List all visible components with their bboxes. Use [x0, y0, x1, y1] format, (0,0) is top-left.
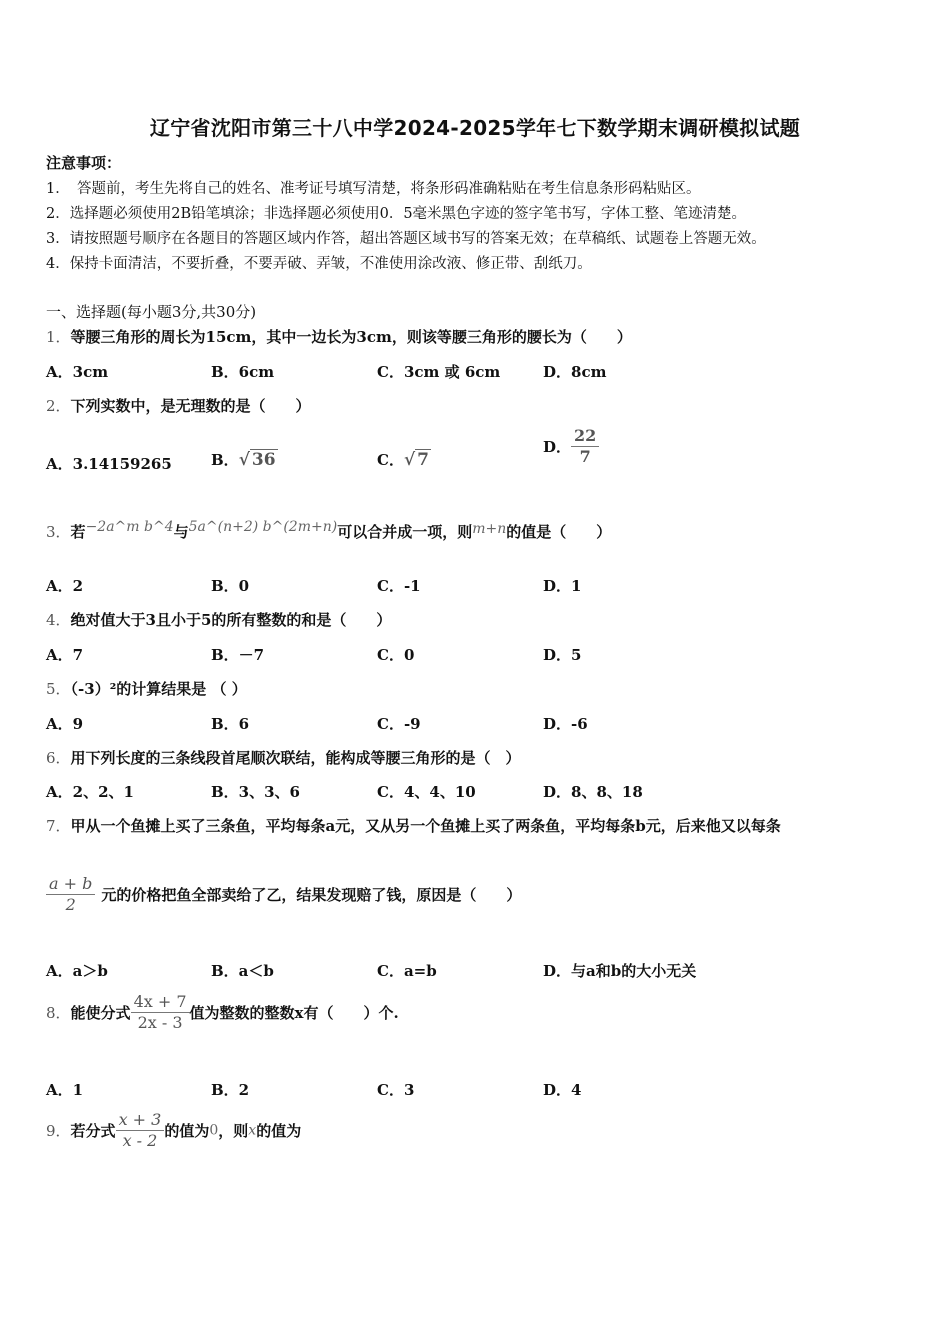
stem-text: 值为整数的整数x有（ ）个. — [189, 1004, 399, 1022]
stem-text: ，则 — [218, 1122, 249, 1140]
math-expression: x — [248, 1122, 257, 1139]
notice-heading: 注意事项： — [46, 154, 122, 172]
denominator: 2 — [46, 894, 95, 915]
question-stem: （-3）²的计算结果是 （ ） — [70, 680, 247, 698]
option-c — [377, 449, 431, 470]
question-stem: 绝对值大于3且小于5的所有整数的和是（ ） — [70, 611, 392, 629]
numerator: 22 — [574, 426, 597, 445]
option-d — [543, 426, 599, 467]
stem-text: 的值为 — [164, 1122, 210, 1140]
stem-text: 能使分式 — [70, 1004, 131, 1022]
question-number: 7． — [46, 817, 71, 835]
option-c: C．a=b — [377, 962, 437, 980]
option-a: A．3cm — [46, 363, 109, 381]
option-b: B．a＜b — [211, 962, 274, 980]
question-7-continued — [46, 874, 521, 915]
fraction — [571, 426, 599, 467]
option-a: A．1 — [46, 1081, 84, 1099]
math-expression: −2a^m b^4 — [85, 519, 174, 535]
option-c: C．0 — [377, 646, 415, 664]
stem-text: 若 — [70, 523, 86, 541]
option-a: A．2 — [46, 577, 84, 595]
question-number: 5． — [46, 680, 71, 698]
fraction — [46, 874, 95, 915]
option-c: C．-9 — [377, 715, 421, 733]
fraction — [116, 1110, 165, 1151]
option-d: D．5 — [543, 646, 582, 664]
option-b: B．2 — [211, 1081, 250, 1099]
question-stem: 下列实数中，是无理数的是（ ） — [70, 397, 311, 415]
stem-text: 的值为 — [256, 1122, 302, 1140]
option-d: D．与a和b的大小无关 — [543, 962, 697, 980]
question-7 — [46, 815, 781, 836]
denominator: 7 — [571, 446, 599, 467]
notice-item: 3．请按照题号顺序在各题目的答题区域内作答，超出答题区域书写的答案无效；在草稿纸、试题卷上答题无效。 — [46, 231, 766, 247]
sqrt-expression: √ 36 — [238, 450, 276, 470]
question-number: 8． — [46, 1004, 71, 1022]
fraction — [131, 992, 190, 1033]
notice-item: 2．选择题必须使用2B铅笔填涂；非选择题必须使用0．5毫米黑色字迹的签字笔书写，字体工整、笔迹清楚。 — [46, 206, 747, 222]
option-b: B．－7 — [211, 646, 265, 664]
option-b — [211, 449, 278, 470]
option-b: B．6cm — [211, 363, 275, 381]
option-d: D．8、8、18 — [543, 783, 643, 801]
numerator: 4x + 7 — [133, 992, 187, 1011]
option-d: D．8cm — [543, 363, 607, 381]
question-number: 1． — [46, 328, 71, 346]
question-4 — [46, 609, 391, 630]
question-stem: 用下列长度的三条线段首尾顺次联结，能构成等腰三角形的是（ ） — [70, 749, 521, 767]
option-a: A．7 — [46, 646, 84, 664]
question-8 — [46, 992, 399, 1033]
option-a: A．3.14159265 — [46, 455, 172, 473]
stem-text: 若分式 — [70, 1122, 116, 1140]
question-number: 2． — [46, 397, 71, 415]
option-d: D．1 — [543, 577, 582, 595]
denominator: 2x - 3 — [131, 1012, 190, 1033]
question-1 — [46, 326, 632, 347]
option-c: C．3 — [377, 1081, 415, 1099]
math-expression: m+n — [472, 521, 507, 537]
denominator: x - 2 — [116, 1130, 165, 1151]
option-label: C． — [377, 451, 404, 469]
option-b: B．3、3、6 — [211, 783, 300, 801]
question-stem: 甲从一个鱼摊上买了三条鱼，平均每条a元，又从另一个鱼摊上买了两条鱼，平均每条b元，后来他又以每条 — [70, 817, 781, 835]
stem-text: 与 — [173, 523, 189, 541]
question-stem: 元的价格把鱼全部卖给了乙，结果发现赔了钱，原因是（ ） — [101, 886, 522, 904]
stem-text: 可以合并成一项，则 — [337, 523, 473, 541]
stem-text: 的值是（ ） — [506, 523, 612, 541]
notice-item: 4．保持卡面清洁，不要折叠，不要弄破、弄皱，不准使用涂改液、修正带、刮纸刀。 — [46, 256, 592, 272]
numerator: x + 3 — [118, 1110, 162, 1129]
question-number: 3． — [46, 523, 71, 541]
page-title: 辽宁省沈阳市第三十八中学2024-2025学年七下数学期末调研模拟试题 — [149, 116, 801, 140]
sqrt-expression: √ 7 — [403, 450, 429, 470]
option-d: D．-6 — [543, 715, 588, 733]
question-number: 4． — [46, 611, 71, 629]
option-label: B． — [211, 451, 239, 469]
question-2 — [46, 395, 311, 416]
question-9 — [46, 1110, 301, 1151]
option-label: D． — [543, 438, 572, 456]
option-a: A．2、2、1 — [46, 783, 134, 801]
option-c: C．3cm 或 6cm — [377, 363, 501, 381]
option-a: A．a＞b — [46, 962, 108, 980]
question-stem: 等腰三角形的周长为15cm，其中一边长为3cm，则该等腰三角形的腰长为（ ） — [70, 328, 632, 346]
option-a: A．9 — [46, 715, 84, 733]
notice-item: 1． 答题前，考生先将自己的姓名、准考证号填写清楚，将条形码准确粘贴在考生信息条形码粘贴区。 — [46, 181, 701, 197]
math-expression: 5a^(n+2) b^(2m+n) — [188, 519, 338, 535]
option-c: C．4、4、10 — [377, 783, 476, 801]
question-3 — [46, 521, 611, 542]
option-b: B．0 — [211, 577, 250, 595]
radicand: 36 — [251, 450, 276, 470]
radicand: 7 — [417, 450, 429, 470]
option-b: B．6 — [211, 715, 250, 733]
math-expression: 0 — [209, 1122, 219, 1139]
question-6 — [46, 747, 521, 768]
question-number: 9． — [46, 1122, 71, 1140]
numerator: a + b — [49, 874, 93, 893]
question-5 — [46, 678, 247, 699]
option-c: C．-1 — [377, 577, 421, 595]
section-heading: 一、选择题(每小题3分,共30分) — [46, 303, 257, 321]
option-d: D．4 — [543, 1081, 582, 1099]
question-number: 6． — [46, 749, 71, 767]
